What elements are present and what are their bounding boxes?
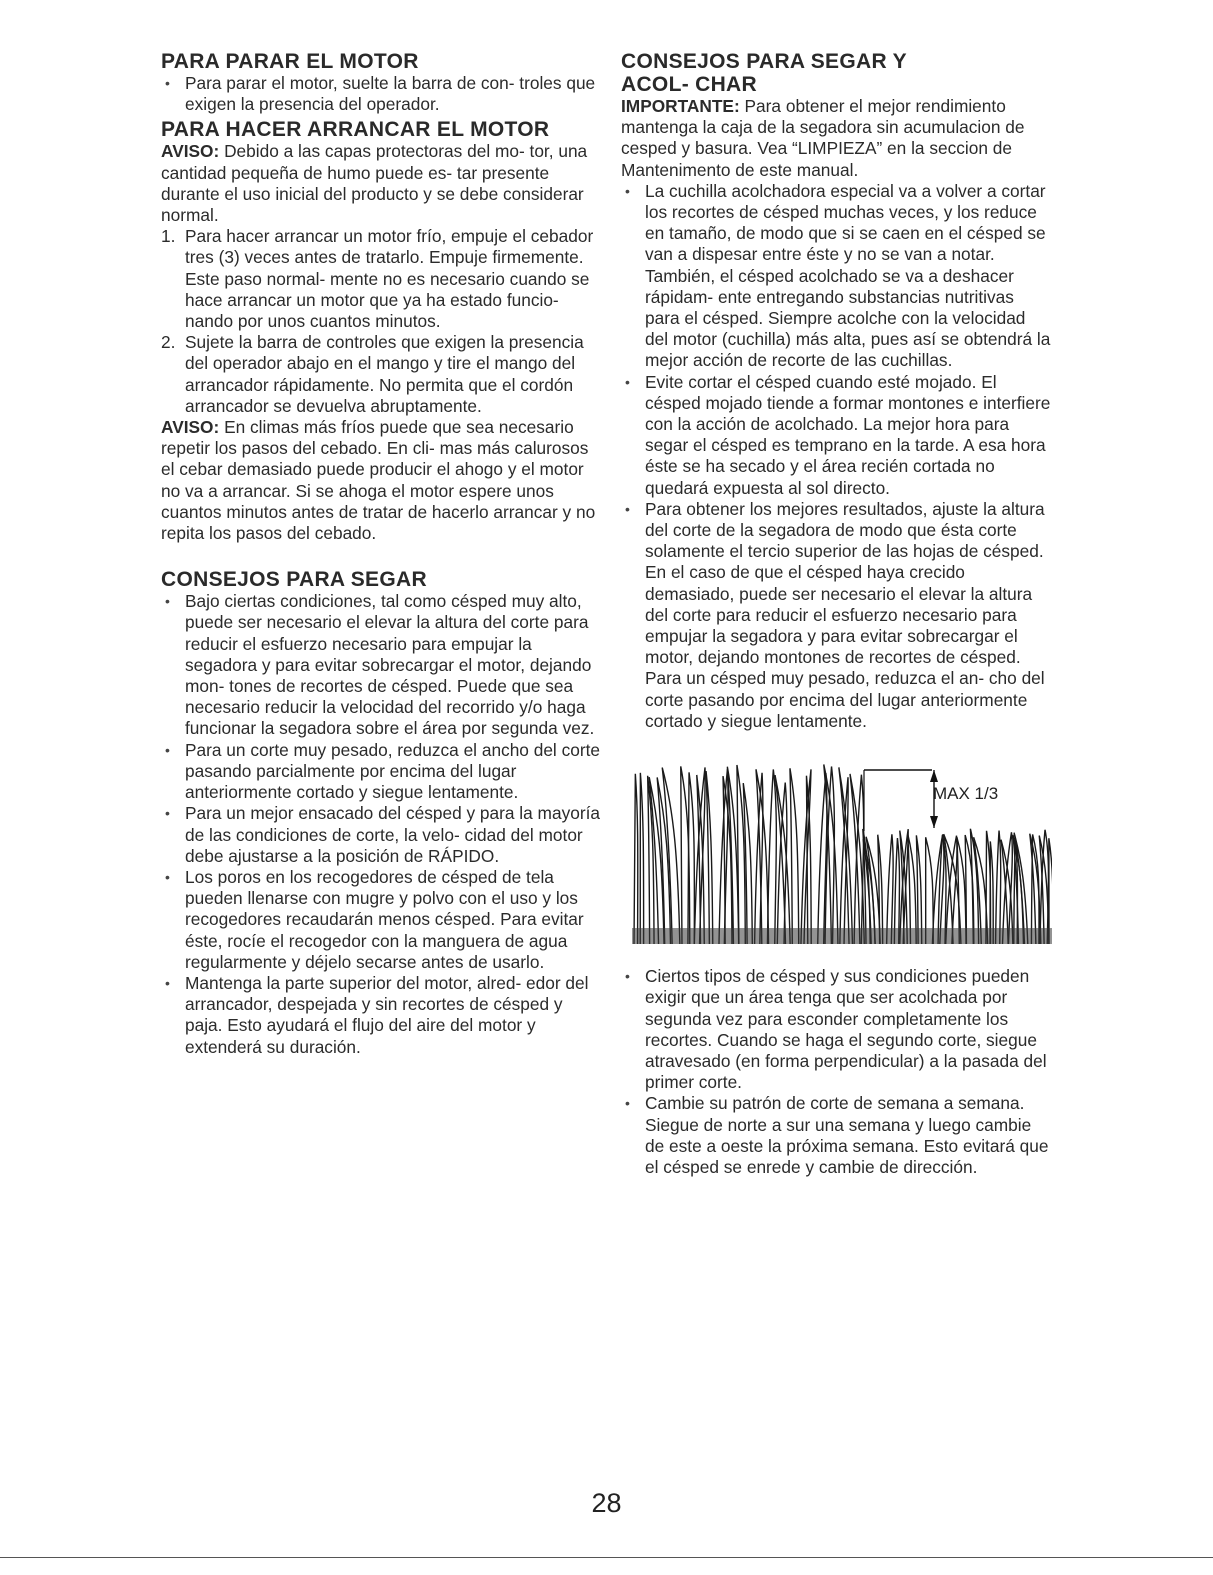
list-item: • Bajo ciertas condiciones, tal como césped muy alto, puede ser necesario el elevar la altura del corte para reducir el esfuerzo necesario para empujar la segadora y para evitar sobrecargar el motor, dejando mon- tones de recortes de césped. Puede que sea necesario reducir la velocidad del recorrido y/o haga funcionar la segadora sobre el área por segunda vez. xyxy=(161,591,601,739)
grass-height-figure xyxy=(632,756,1052,944)
aviso-label: AVISO: xyxy=(161,417,220,438)
page-bottom-rule xyxy=(0,1557,1213,1558)
aviso-paragraph xyxy=(161,141,601,226)
step-item xyxy=(161,332,601,417)
step-text: Para hacer arrancar un motor frío, empuje el cebador tres (3) veces antes de tratarlo. Empuje firmemente. Este paso normal- mente no es necesario cuando se hace arrancar un motor que ya ha estado funcio- nando por unos cuantos minutos. xyxy=(185,226,594,332)
list-item: • Ciertos tipos de césped y sus condiciones pueden exigir que un área tenga que ser acolchada por segunda vez para esconder completamente los recortes. Cuando se haga el segundo corte, siegue atravesado (en forma perpendicular) a la pasada del primer corte. xyxy=(621,966,1051,1093)
aviso-text: Debido a las capas protectoras del mo- tor, una cantidad pequeña de humo puede es- tar presente durante el uso inicial del producto y se debe considerar normal. xyxy=(161,141,588,226)
stop-engine-list xyxy=(161,73,601,115)
aviso-text: En climas más fríos puede que sea necesario repetir los pasos del cebado. En cli- mas más calurosos el cebar demasiado puede producir el ahogo y el motor no va a arrancar. Si se ahoga el motor espere unos cuantos minutos antes de tratar de hacerlo arrancar y no repita los pasos del cebado. xyxy=(161,417,596,544)
important-label: IMPORTANTE: xyxy=(621,96,740,116)
aviso-label: AVISO: xyxy=(161,141,220,162)
list-item: • La cuchilla acolchadora especial va a volver a cortar los recortes de césped muchas veces, y los reduce en tamaño, de modo que si se caen en el césped se van a dispesar entre éste y no se van a notar. También, el césped acolchado se va a deshacer rápidam- ente entregando substancias nutritivas para el césped. Siempre acolche con la velocidad del motor (cuchilla) más alta, pues así se obtendrá la mejor acción de recorte de las cuchillas. xyxy=(621,181,1051,372)
step-item xyxy=(161,226,601,332)
mowing-tips-list xyxy=(161,591,601,1057)
max-one-third-label: MAX 1/3 xyxy=(933,784,999,804)
list-item: • Para un corte muy pesado, reduzca el ancho del corte pasando parcialmente por encima del lugar anteriormente cortado y siegue lentamente. xyxy=(161,740,601,804)
list-item: • Cambie su patrón de corte de semana a semana. Siegue de norte a sur una semana y luego cambie de este a oeste la próxima semana. Esto evitará que el césped se enrede y cambie de dirección. xyxy=(621,1093,1051,1178)
list-item: • Para parar el motor, suelte la barra de con- troles que exigen la presencia del operador. xyxy=(161,73,601,115)
list-item: • Evite cortar el césped cuando esté mojado. El césped mojado tiende a formar montones e interfiere con la acción de acolchado. La mejor hora para segar el césped es temprano en la tarde. A esa hora éste se ha secado y el área recién cortada no quedará expuesta al sol directo. xyxy=(621,372,1051,499)
page-number: 28 xyxy=(591,1488,622,1518)
left-column xyxy=(161,50,601,1058)
mulching-tips-list xyxy=(621,181,1051,732)
start-steps-list xyxy=(161,226,601,417)
aviso-paragraph xyxy=(161,417,601,544)
step-number: 1. xyxy=(161,226,176,247)
step-number: 2. xyxy=(161,332,176,353)
list-item: • Los poros en los recogedores de césped de tela pueden llenarse con mugre y polvo con el uso y los recogedores recaudarán menos césped. Para evitar éste, rocíe el recogedor con la manguera de agua regularmente y déjelo secarse antes de usarlo. xyxy=(161,867,601,973)
list-item: • Mantenga la parte superior del motor, alred- edor del arrancador, despejada y sin recortes de césped y paja. Esto ayudará el flujo del aire del motor y extenderá su duración. xyxy=(161,973,601,1058)
stop-engine-heading: PARA PARAR EL MOTOR xyxy=(161,50,419,73)
start-engine-heading: PARA HACER ARRANCAR EL MOTOR xyxy=(161,118,550,142)
important-paragraph xyxy=(621,96,1051,181)
mowing-tips-heading: CONSEJOS PARA SEGAR xyxy=(161,568,427,592)
additional-tips-list xyxy=(621,966,1051,1178)
list-item: • Para obtener los mejores resultados, ajuste la altura del corte de la segadora de modo que ésta corte solamente el tercio superior de las hojas de césped. En el caso de que el césped haya crecido demasiado, puede ser necesario el elevar la altura del corte para reducir el esfuerzo necesario para empujar la segadora y para evitar sobrecargar el motor, dejando montones de recortes de césped. Para un césped muy pesado, reduzca el an- cho del corte pasando por encima del lugar anteriormente cortado y siegue lentamente. xyxy=(621,499,1051,732)
list-item: • Para un mejor ensacado del césped y para la mayoría de las condiciones de corte, la velo- cidad del motor debe ajustarse a la posición de RÁPIDO. xyxy=(161,803,601,867)
right-column xyxy=(621,50,1051,1178)
important-text: Para obtener el mejor rendimiento mantenga la caja de la segadora sin acumulacion de cesped y basura. Vea “LIMPIEZA” en la seccion de Mantenimento de este manual. xyxy=(621,96,1025,180)
step-text: Sujete la barra de controles que exigen la presencia del operador abajo en el mango y tire el mango del arrancador rápidamente. No permita que el cordón arrancador se devuelva abruptamente. xyxy=(185,332,584,416)
mulching-tips-heading: CONSEJOS PARA SEGAR Y ACOL- CHAR xyxy=(621,50,907,96)
